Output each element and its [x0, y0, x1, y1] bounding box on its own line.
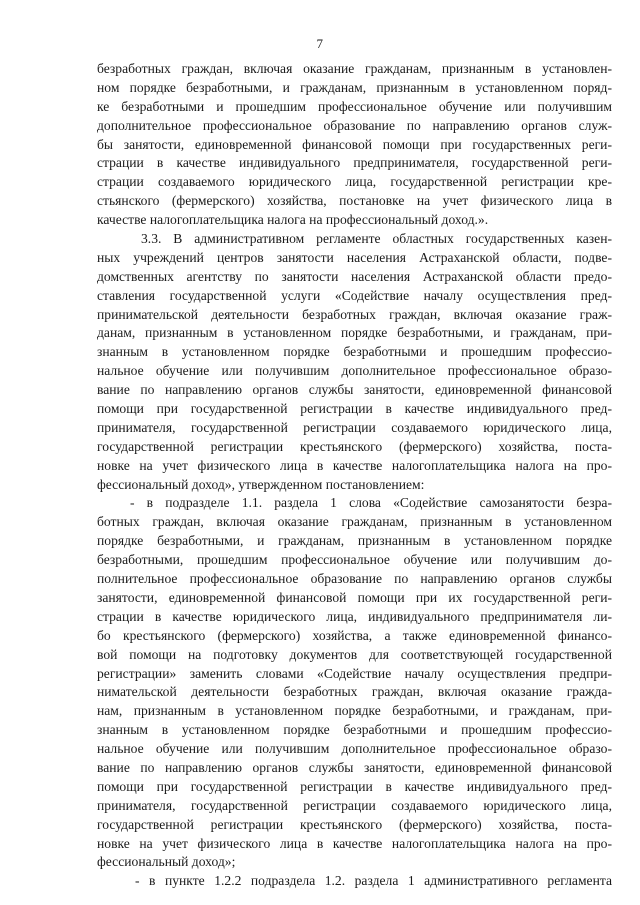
text-line: ном порядке безработными, и гражданам, признанным в установленном поряд-: [97, 79, 612, 95]
text-line: ботных граждан, включая оказание гражданам, признанным в установленном: [97, 514, 612, 530]
document-body: [97, 60, 612, 891]
text-line: страции создаваемого юридического лица, государственной регистрации кре-: [97, 174, 612, 190]
text-line: принимателя, государственной регистрации создаваемого юридического лица,: [97, 797, 612, 813]
text-line: знанным в установленном порядке безработными и прошедшим профессио-: [97, 344, 612, 360]
text-line: порядке безработными, и гражданам, признанным в установленном порядке: [97, 533, 612, 549]
text-line: государственной регистрации крестьянского (фермерского) хозяйства, поста-: [97, 438, 612, 454]
text-line: страции в качестве юридического лица, индивидуального предпринимателя ли-: [97, 608, 612, 624]
text-line: 3.3. В административном регламенте областных государственных казен-: [141, 231, 612, 247]
text-line: страции в качестве индивидуального предпринимателя, государственной реги-: [97, 155, 612, 171]
text-line: ке безработными и прошедшим профессиональное обучение или получившим: [97, 98, 612, 114]
text-line: - в подразделе 1.1. раздела 1 слова «Содействие самозанятости безра-: [130, 495, 612, 511]
text-line: ставления государственной услуги «Содействие началу осуществления пред-: [97, 287, 612, 303]
text-line: вание по направлению органов службы занятости, единовременной финансовой: [97, 382, 612, 398]
text-line: принимательской деятельности безработных граждан, включая оказание граж-: [97, 306, 612, 322]
text-line: полнительное профессиональное образование по направлению органов службы: [97, 571, 612, 587]
text-line: новке на учет физического лица в качестве налогоплательщика налога на про-: [97, 835, 612, 851]
text-line: бо крестьянского (фермерского) хозяйства, а также единовременной финансо-: [97, 627, 612, 643]
text-line: бы занятости, единовременной финансовой помощи при государственных реги-: [97, 136, 612, 152]
text-line: безработных граждан, включая оказание гражданам, признанным в установлен-: [97, 61, 612, 76]
text-line: помощи при государственной регистрации в качестве индивидуального пред-: [97, 401, 612, 417]
text-line: фессиональный доход», утвержденном постановлением:: [97, 476, 425, 492]
text-line: нальное обучение или получившим дополнительное профессиональное образо-: [97, 363, 612, 379]
text-line: регистрации» заменить словами «Содействие началу осуществления предпри-: [97, 665, 612, 681]
text-line: домственных агентству по занятости населения Астраханской области предо-: [97, 268, 612, 284]
text-line: ных учреждений центров занятости населения Астраханской области, подве-: [97, 249, 612, 265]
text-line: безработными, прошедшим профессиональное обучение или получившим до-: [97, 552, 612, 568]
text-line: нам, признанным в установленном порядке безработными, и гражданам, при-: [97, 703, 612, 719]
text-line: новке на учет физического лица в качестве налогоплательщика налога на про-: [97, 457, 612, 473]
text-line: нимательской деятельности безработных граждан, включая оказание гражда-: [97, 684, 612, 700]
text-line: принимателя, государственной регистрации создаваемого юридического лица,: [97, 419, 612, 435]
text-line: вание по направлению органов службы занятости, единовременной финансовой: [97, 759, 612, 775]
text-line: дополнительное профессиональное образование по направлению органов служ-: [97, 117, 612, 133]
page-number: 7: [316, 36, 324, 51]
text-line: знанным в установленном порядке безработными и прошедшим профессио-: [97, 722, 612, 738]
text-line: вой помощи на подготовку документов для соответствующей государственной: [97, 646, 612, 662]
text-line: государственной регистрации крестьянского (фермерского) хозяйства, поста-: [97, 816, 612, 832]
text-line: фессиональный доход»;: [97, 854, 236, 870]
text-line: нальное обучение или получившим дополнительное профессиональное образо-: [97, 741, 612, 757]
text-line: помощи при государственной регистрации в качестве индивидуального пред-: [97, 778, 612, 794]
text-line: занятости, единовременной финансовой помощи при их государственной реги-: [97, 589, 612, 605]
text-line: качестве налогоплательщика налога на профессиональный доход.».: [97, 212, 489, 228]
text-line: стьянского (фермерского) хозяйства, постановке на учет физического лица в: [97, 193, 612, 209]
text-line: данам, признанным в установленном порядке безработными, и гражданам, при-: [97, 325, 612, 341]
text-line: - в пункте 1.2.2 подраздела 1.2. раздела 1 административного регламента: [135, 873, 612, 889]
